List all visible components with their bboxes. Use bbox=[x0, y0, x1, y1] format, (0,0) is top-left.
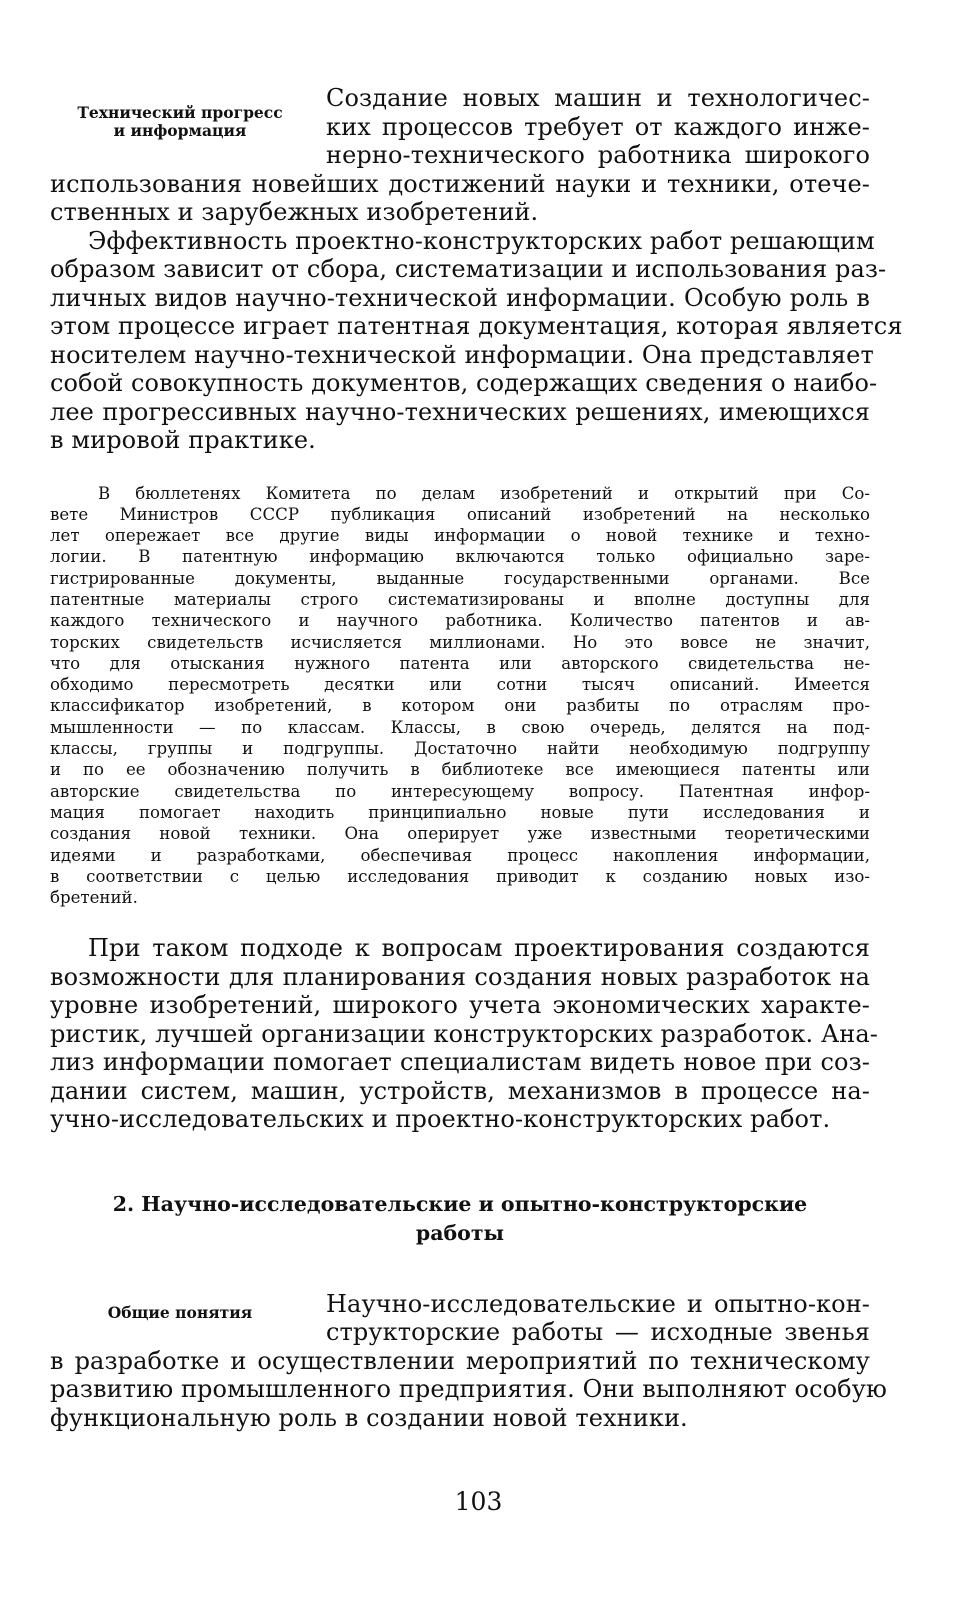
intro-paragraph bbox=[50, 84, 870, 227]
text-line: Эффективность проектно-конструкторских работ решающим bbox=[88, 226, 875, 255]
text-line: носителем научно-технической информации. Она представляет bbox=[50, 340, 874, 369]
side-heading-general-concepts bbox=[50, 1304, 310, 1322]
text-line: в разработке и осуществлении мероприятий по техническому bbox=[50, 1346, 870, 1375]
small-text-line: каждого технического и научного работника. Количество патентов и ав- bbox=[50, 611, 870, 631]
text-line: образом зависит от сбора, систематизации и использования раз- bbox=[50, 255, 887, 283]
small-text-line: и по ее обозначению получить в библиотеке все имеющиеся патенты или bbox=[50, 760, 870, 780]
text-line: Научно-исследовательские и опытно-кон- bbox=[326, 1289, 870, 1318]
small-text-line: что для отыскания нужного патента или авторского свидетельства не- bbox=[50, 653, 870, 673]
text-line: уровне изобретений, широкого учета экономических характе- bbox=[50, 991, 870, 1020]
page-body bbox=[50, 84, 903, 1432]
text-line: развитию промышленного предприятия. Они выполняют особую bbox=[50, 1375, 887, 1404]
text-line: возможности для планирования создания новых разработок на bbox=[50, 962, 870, 991]
side-heading-line: Общие понятия bbox=[107, 1302, 253, 1322]
text-line: дании систем, машин, устройств, механизмов в процессе на- bbox=[50, 1076, 870, 1105]
text-line: учно-исследовательских и проектно-конструкторских работ. bbox=[50, 1105, 831, 1134]
text-line: функциональную роль в создании новой техники. bbox=[50, 1403, 688, 1432]
small-text-line: классификатор изобретений, в котором они разбиты по отраслям про- bbox=[50, 696, 870, 716]
small-text-line: логии. В патентную информацию включаются только официально заре- bbox=[50, 547, 870, 567]
text-line: нерно-технического работника широкого bbox=[326, 141, 870, 169]
side-heading-line: и информация bbox=[113, 121, 247, 140]
small-text-line: вете Министров СССР публикация описаний изобретений на несколько bbox=[50, 504, 870, 524]
text-line: собой совокупность документов, содержащих сведения о наибо- bbox=[50, 369, 878, 397]
paragraph-design-approach bbox=[50, 934, 878, 1134]
section2-paragraph bbox=[50, 1289, 887, 1433]
text-line: лиз информации помогает специалистам видеть новое при соз- bbox=[50, 1048, 870, 1077]
text-line: этом процессе играет патентная документация, которая является bbox=[50, 312, 903, 340]
text-line: При таком подходе к вопросам проектирования создаются bbox=[88, 934, 870, 963]
paragraph-efficiency bbox=[50, 226, 903, 455]
small-text-line: лет опережает все другие виды информации о новой технике и техно- bbox=[50, 526, 870, 546]
side-heading-technical-progress bbox=[50, 104, 310, 140]
small-text-line: обходимо пересмотреть десятки или сотни тысяч описаний. Имеется bbox=[50, 675, 870, 695]
small-text-line: авторские свидетельства по интересующему вопросу. Патентная инфор- bbox=[50, 781, 870, 801]
section-heading bbox=[50, 1190, 870, 1248]
small-text-line: создания новой техники. Она оперирует уже известными теоретическими bbox=[50, 824, 870, 844]
small-text-line: мация помогает находить принципиально новые пути исследования и bbox=[50, 802, 870, 822]
small-text-line: бретений. bbox=[50, 888, 138, 908]
small-text-line: мышленности — по классам. Классы, в свою очередь, делятся на под- bbox=[50, 717, 870, 737]
section-heading-line: работы bbox=[415, 1220, 505, 1245]
small-text-line: патентные материалы строго систематизированы и вполне доступны для bbox=[50, 589, 870, 609]
text-line: лее прогрессивных научно-технических решениях, имеющихся bbox=[50, 397, 870, 426]
text-line: структорские работы — исходные звенья bbox=[326, 1318, 870, 1347]
small-text-line: классы, группы и подгруппы. Достаточно найти необходимую подгруппу bbox=[50, 739, 870, 759]
side-heading-line: Технический прогресс bbox=[77, 103, 283, 122]
text-line: использования новейших достижений науки и техники, отече- bbox=[50, 169, 870, 198]
section-heading-line: 2. Научно-исследовательские и опытно-конструкторские bbox=[112, 1191, 808, 1216]
text-line: ственных и зарубежных изобретений. bbox=[50, 198, 539, 226]
small-text-line: идеями и разработками, обеспечивая процесс накопления информации, bbox=[50, 845, 870, 865]
page-number: 103 bbox=[454, 1487, 503, 1516]
text-line: ких процессов требует от каждого инже- bbox=[326, 112, 870, 141]
small-print-paragraph bbox=[50, 483, 870, 909]
text-line: ристик, лучшей организации конструкторских разработок. Ана- bbox=[50, 1019, 878, 1048]
small-text-line: В бюллетенях Комитета по делам изобретений и открытий при Со- bbox=[98, 483, 870, 503]
small-text-line: торских свидетельств исчисляется миллионами. Но это вовсе не значит, bbox=[50, 632, 870, 652]
small-text-line: в соответствии с целью исследования приводит к созданию новых изо- bbox=[50, 866, 870, 886]
text-line: в мировой практике. bbox=[50, 426, 316, 454]
small-text-line: гистрированные документы, выданные государственными органами. Все bbox=[50, 568, 870, 588]
text-line: Создание новых машин и технологичес- bbox=[326, 84, 870, 112]
text-line: личных видов научно-технической информации. Особую роль в bbox=[50, 283, 870, 312]
